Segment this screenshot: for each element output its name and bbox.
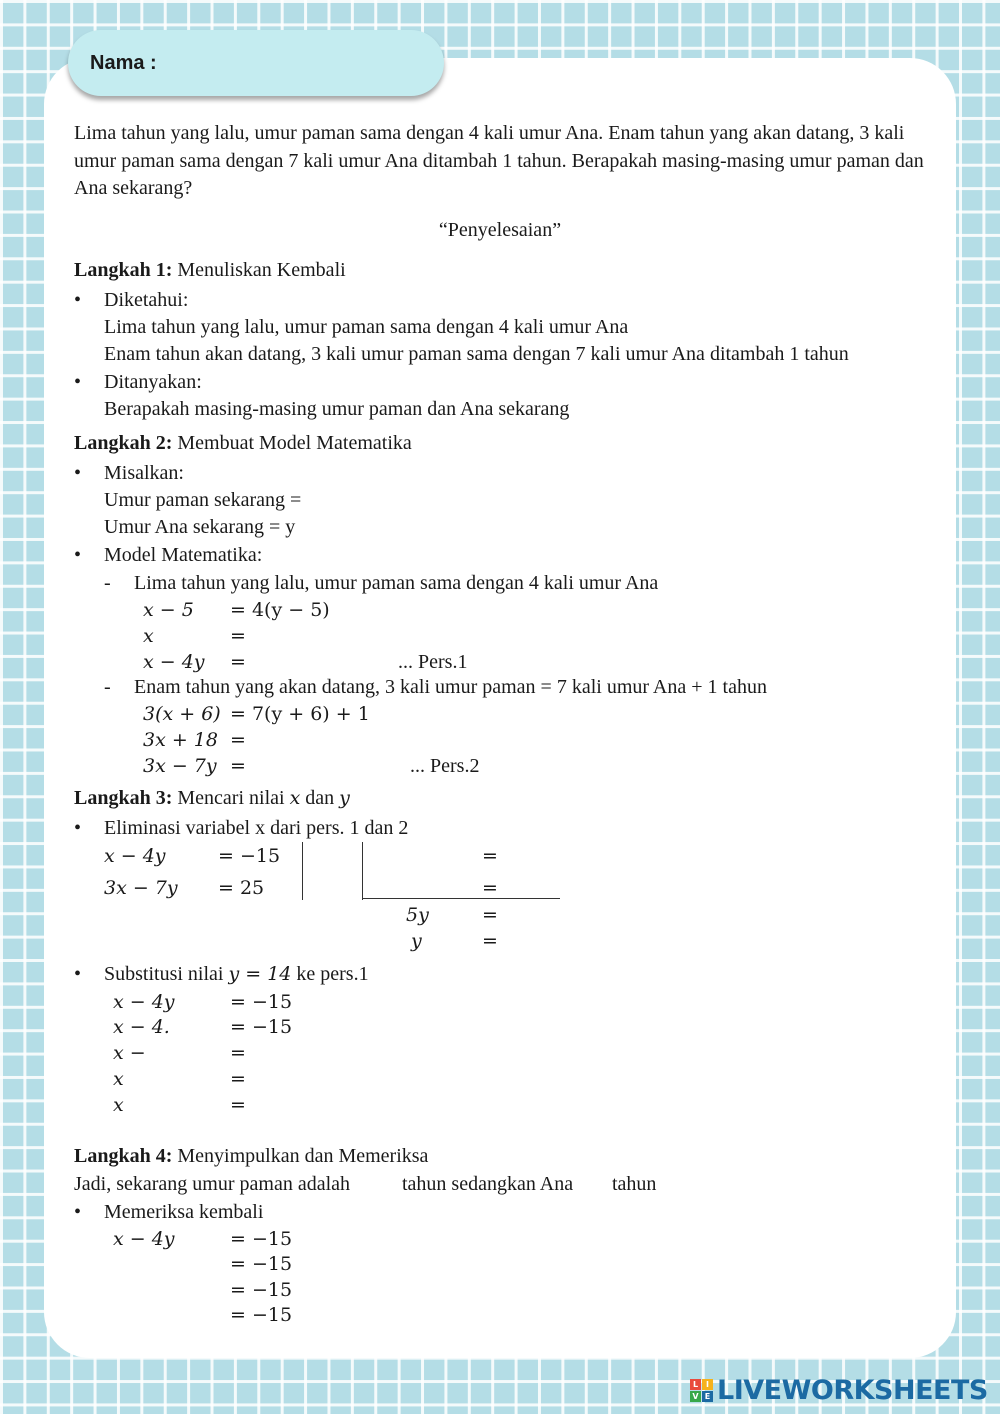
case2-eq-lhs: 3x + 18 <box>143 729 218 751</box>
subst-eq-lhs: x − 4. <box>113 1016 170 1038</box>
step3-title-pre: Mencari nilai <box>177 787 290 809</box>
elim-left-lhs: 3x − 7y <box>104 877 178 899</box>
let-uncle-age: Umur paman sekarang = <box>104 489 302 511</box>
dash-marker: - <box>104 572 111 594</box>
elim-left-lhs: x − 4y <box>104 845 166 867</box>
bullet-icon: • <box>74 462 82 484</box>
elim-left-rhs: = −15 <box>218 845 281 867</box>
step1-heading <box>74 257 346 283</box>
step3-var-y: y <box>339 787 350 809</box>
subst-post: ke pers.1 <box>291 963 369 985</box>
subst-eq-rhs: = −15 <box>230 1016 293 1038</box>
known-2: Enam tahun akan datang, 3 kali umur paman sama dengan 7 kali umur Ana ditambah 1 tahun <box>104 343 849 365</box>
subst-eq-rhs: = <box>230 1042 246 1064</box>
elim-result-lhs: 5y <box>406 904 429 926</box>
known-1: Lima tahun yang lalu, umur paman sama dengan 4 kali umur Ana <box>104 316 629 338</box>
logo-mark-icon <box>690 1379 713 1402</box>
case1-eq-rhs: = <box>230 625 246 647</box>
step1-title: Menuliskan Kembali <box>177 259 346 281</box>
case1-text: Lima tahun yang lalu, umur paman sama dengan 4 kali umur Ana <box>134 572 659 594</box>
asked-label: Ditanyakan: <box>104 371 202 393</box>
case1-eq-lhs: x <box>143 625 154 647</box>
conclusion-a: Jadi, sekarang umur paman adalah <box>74 1173 351 1195</box>
solution-title: “Penyelesaian” <box>438 219 562 241</box>
step4-label: Langkah 4: <box>74 1145 173 1167</box>
bullet-icon: • <box>74 817 82 839</box>
problem-statement: Lima tahun yang lalu, umur paman sama dengan 4 kali umur Ana. Enam tahun yang akan datang, 3 kali umur paman sama dengan 7 kali umur Ana ditambah 1 tahun. Berapakah masing-masing umur paman dan Ana sekarang? <box>74 122 924 199</box>
conclusion-c: tahun <box>612 1173 657 1195</box>
case2-eq-lhs: 3x − 7y <box>143 755 217 777</box>
step4-heading <box>74 1143 428 1169</box>
dash-marker: - <box>104 676 111 698</box>
step3-var-x: x <box>289 787 301 809</box>
asked-text: Berapakah masing-masing umur paman dan Ana sekarang <box>104 398 570 420</box>
step2-heading <box>74 430 412 456</box>
elim-result-lhs: y <box>411 930 422 952</box>
elim-work-bracket <box>362 842 363 900</box>
case1-eq-lhs: x − 4y <box>143 651 205 673</box>
subst-label <box>104 961 369 987</box>
case1-eq-rhs: = 4(y − 5) <box>230 599 330 621</box>
liveworksheets-logo[interactable] <box>690 1372 988 1408</box>
check-eq-rhs: = −15 <box>230 1279 293 1301</box>
subst-eq-lhs: x <box>113 1094 124 1116</box>
logo-letter: I <box>702 1379 713 1390</box>
subst-eq-lhs: x <box>113 1068 124 1090</box>
subst-eq-lhs: x − 4y <box>113 991 175 1013</box>
logo-letter: L <box>690 1379 701 1390</box>
bullet-icon: • <box>74 544 82 566</box>
bullet-icon: • <box>74 289 82 311</box>
case2-eq-rhs: = <box>230 755 246 777</box>
check-eq-rhs: = −15 <box>230 1304 293 1326</box>
pers1-note: ... Pers.1 <box>398 651 468 673</box>
subst-eq-rhs: = <box>230 1068 246 1090</box>
model-label: Model Matematika: <box>104 544 263 566</box>
let-ana-age: Umur Ana sekarang = y <box>104 516 296 538</box>
case2-eq-rhs: = <box>230 729 246 751</box>
step3-title-mid: dan <box>300 787 340 809</box>
case1-eq-lhs: x − 5 <box>143 599 194 621</box>
conclusion-b: tahun sedangkan Ana <box>402 1173 574 1195</box>
logo-letter: V <box>690 1391 701 1402</box>
case2-eq-rhs: = 7(y + 6) + 1 <box>230 703 370 725</box>
subst-pre: Substitusi nilai <box>104 963 229 985</box>
step2-title: Membuat Model Matematika <box>177 432 412 454</box>
elim-separator-line <box>302 842 303 900</box>
elim-right-eq: = <box>482 877 498 899</box>
elim-label: Eliminasi variabel x dari pers. 1 dan 2 <box>104 817 409 839</box>
elim-sum-line <box>362 898 560 899</box>
pers2-note: ... Pers.2 <box>410 755 480 777</box>
check-eq-rhs: = −15 <box>230 1253 293 1275</box>
bullet-icon: • <box>74 1201 82 1223</box>
bullet-icon: • <box>74 371 82 393</box>
step3-heading <box>74 785 350 811</box>
subst-eq-rhs: = −15 <box>230 991 293 1013</box>
step2-label: Langkah 2: <box>74 432 173 454</box>
let-label: Misalkan: <box>104 462 184 484</box>
known-label: Diketahui: <box>104 289 189 311</box>
step4-title: Menyimpulkan dan Memeriksa <box>177 1145 429 1167</box>
elim-result-rhs: = <box>482 904 498 926</box>
check-eq-rhs: = −15 <box>230 1228 293 1250</box>
check-eq-lhs: x − 4y <box>113 1228 175 1250</box>
subst-math: y = 14 <box>228 963 292 985</box>
case2-eq-lhs: 3(x + 6) <box>143 703 221 725</box>
elim-right-eq: = <box>482 845 498 867</box>
case2-text: Enam tahun yang akan datang, 3 kali umur paman = 7 kali umur Ana + 1 tahun <box>134 676 767 698</box>
logo-letter: E <box>702 1391 713 1402</box>
elim-result-rhs: = <box>482 930 498 952</box>
check-label: Memeriksa kembali <box>104 1201 264 1223</box>
case1-eq-rhs: = <box>230 651 246 673</box>
subst-eq-rhs: = <box>230 1094 246 1116</box>
name-field-label[interactable]: Nama : <box>68 30 444 96</box>
bullet-icon: • <box>74 963 82 985</box>
step1-label: Langkah 1: <box>74 259 173 281</box>
subst-eq-lhs: x − <box>113 1042 146 1064</box>
step3-label: Langkah 3: <box>74 787 173 809</box>
logo-text: LIVEWORKSHEETS <box>717 1374 988 1406</box>
elim-left-rhs: = 25 <box>218 877 265 899</box>
